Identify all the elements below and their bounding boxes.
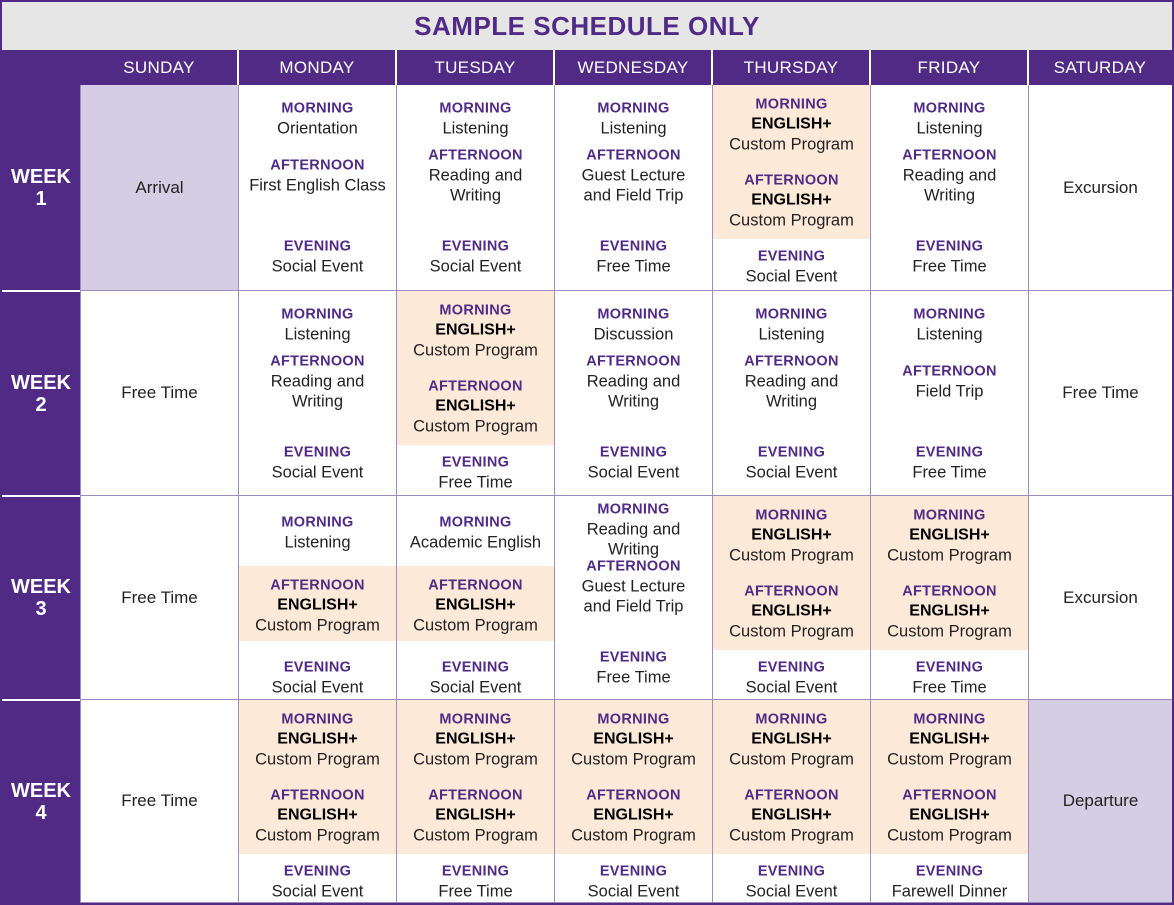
time-label: EVENING xyxy=(441,454,510,471)
time-block-morning xyxy=(555,306,712,345)
activity-text: Custom Program xyxy=(887,826,1012,845)
activity-text: Listening xyxy=(284,533,351,552)
activity-text: Custom Program xyxy=(413,341,538,360)
time-label: MORNING xyxy=(755,96,828,113)
time-block-morning xyxy=(239,514,396,553)
time-block-evening xyxy=(713,659,870,698)
schedule-cell xyxy=(870,496,1028,700)
activity-text: Custom Program xyxy=(729,135,854,154)
activity-text: Social Event xyxy=(745,463,838,482)
title-bar xyxy=(2,2,1172,50)
day-header-friday: FRIDAY xyxy=(917,57,981,77)
week-label-line: 2 xyxy=(35,393,47,416)
time-label: MORNING xyxy=(597,306,670,323)
program-tag: ENGLISH+ xyxy=(277,806,358,824)
week-label-line: 4 xyxy=(35,801,47,824)
time-label: MORNING xyxy=(755,306,828,323)
time-block-afternoon xyxy=(239,157,396,196)
program-tag: ENGLISH+ xyxy=(593,806,674,824)
schedule-cell xyxy=(1028,496,1172,700)
time-block-morning xyxy=(713,96,870,155)
time-label: MORNING xyxy=(755,507,828,524)
time-label: MORNING xyxy=(913,507,986,524)
time-block-evening xyxy=(713,248,870,287)
schedule-cell xyxy=(396,700,554,903)
time-label: MORNING xyxy=(597,501,670,518)
time-block-morning xyxy=(239,100,396,139)
schedule-cell xyxy=(238,700,396,903)
schedule-cell xyxy=(870,700,1028,903)
activity-text: Custom Program xyxy=(255,616,380,635)
activity-text: Academic English xyxy=(409,533,542,552)
cell-activity: Departure xyxy=(1062,791,1139,810)
time-block-morning xyxy=(713,711,870,770)
program-tag: ENGLISH+ xyxy=(277,596,358,614)
schedule-cell xyxy=(238,291,396,496)
program-tag: ENGLISH+ xyxy=(751,115,832,133)
schedule-cell xyxy=(712,291,870,496)
time-block-afternoon xyxy=(239,787,396,846)
activity-text: Social Event xyxy=(271,463,364,482)
activity-text: Custom Program xyxy=(571,826,696,845)
day-header-saturday: SATURDAY xyxy=(1053,57,1147,77)
week-label-line: WEEK xyxy=(11,576,71,598)
activity-text: Social Event xyxy=(587,882,680,901)
time-label: EVENING xyxy=(441,238,510,255)
activity-text: Custom Program xyxy=(255,750,380,769)
program-tag: ENGLISH+ xyxy=(909,602,990,620)
time-label: MORNING xyxy=(913,711,986,728)
program-tag: ENGLISH+ xyxy=(751,730,832,748)
time-block-evening xyxy=(397,659,554,698)
activity-text: Discussion xyxy=(593,325,674,344)
time-block-afternoon xyxy=(397,787,554,846)
time-label: MORNING xyxy=(281,514,354,531)
time-label: EVENING xyxy=(441,659,510,676)
schedule-cell xyxy=(80,496,238,700)
time-label: AFTERNOON xyxy=(270,157,365,174)
activity-text: Listening xyxy=(758,325,825,344)
cell-activity: Free Time xyxy=(121,587,198,607)
activity-text: Social Event xyxy=(745,882,838,901)
time-label: AFTERNOON xyxy=(428,378,523,395)
activity-text: Social Event xyxy=(271,882,364,901)
activity-text: Free Time xyxy=(912,463,987,482)
time-label: AFTERNOON xyxy=(270,577,365,594)
time-block-afternoon xyxy=(239,577,396,636)
time-label: EVENING xyxy=(757,659,826,676)
schedule-cell xyxy=(712,496,870,700)
activity-text: First English Class xyxy=(249,176,386,195)
time-block-evening xyxy=(555,444,712,483)
activity-text: Listening xyxy=(284,325,351,344)
week-divider xyxy=(2,495,80,497)
activity-text: Social Event xyxy=(271,257,364,276)
schedule-cell xyxy=(1028,291,1172,496)
time-block-evening xyxy=(239,659,396,698)
schedule-cell xyxy=(1028,85,1172,291)
time-block-evening xyxy=(239,238,396,277)
time-block-evening xyxy=(713,444,870,483)
activity-text: Free Time xyxy=(596,668,671,687)
schedule-cell xyxy=(238,85,396,291)
activity-text: Field Trip xyxy=(915,382,984,401)
time-label: MORNING xyxy=(755,711,828,728)
time-label: AFTERNOON xyxy=(270,353,365,370)
time-block-morning xyxy=(713,507,870,566)
schedule-cell xyxy=(396,291,554,496)
schedule-cell xyxy=(238,496,396,700)
week-label-line: WEEK xyxy=(11,779,71,802)
time-label: AFTERNOON xyxy=(744,787,839,804)
time-label: AFTERNOON xyxy=(586,353,681,370)
activity-text: Writing xyxy=(449,186,502,205)
activity-text: Listening xyxy=(442,119,509,138)
activity-text: Listening xyxy=(916,119,983,138)
schedule-cell xyxy=(1028,700,1172,903)
time-label: EVENING xyxy=(599,444,668,461)
time-label: MORNING xyxy=(439,711,512,728)
activity-text: Reading and xyxy=(744,372,839,391)
activity-text: Free Time xyxy=(438,882,513,901)
activity-text: Custom Program xyxy=(413,616,538,635)
program-tag: ENGLISH+ xyxy=(277,730,358,748)
program-tag: ENGLISH+ xyxy=(435,596,516,614)
program-tag: ENGLISH+ xyxy=(435,321,516,339)
schedule-cell xyxy=(554,496,712,700)
time-label: AFTERNOON xyxy=(744,172,839,189)
activity-text: Guest Lecture xyxy=(581,577,686,596)
time-label: EVENING xyxy=(915,863,984,880)
activity-text: Writing xyxy=(607,392,660,411)
program-tag: ENGLISH+ xyxy=(909,730,990,748)
time-label: AFTERNOON xyxy=(902,147,997,164)
time-block-evening xyxy=(555,863,712,902)
time-label: AFTERNOON xyxy=(902,787,997,804)
activity-text: Custom Program xyxy=(729,211,854,230)
schedule-cell xyxy=(80,85,238,291)
time-block-evening xyxy=(713,863,870,902)
activity-text: Farewell Dinner xyxy=(891,882,1008,901)
schedule-cell xyxy=(870,291,1028,496)
time-block-morning xyxy=(555,501,712,560)
time-block-evening xyxy=(871,863,1028,902)
week-label xyxy=(2,85,80,291)
time-label: AFTERNOON xyxy=(428,147,523,164)
cell-activity: Free Time xyxy=(121,791,198,810)
activity-text: Orientation xyxy=(277,119,358,138)
program-tag: ENGLISH+ xyxy=(593,730,674,748)
program-tag: ENGLISH+ xyxy=(435,397,516,415)
activity-text: Custom Program xyxy=(729,750,854,769)
time-label: EVENING xyxy=(599,238,668,255)
time-label: MORNING xyxy=(439,302,512,319)
time-label: MORNING xyxy=(439,514,512,531)
time-block-afternoon xyxy=(713,787,870,846)
week-label-line: 1 xyxy=(35,188,47,210)
activity-text: and Field Trip xyxy=(583,597,684,616)
time-block-evening xyxy=(871,238,1028,277)
schedule-cell xyxy=(396,85,554,291)
time-block-afternoon xyxy=(871,787,1028,846)
time-block-afternoon xyxy=(397,378,554,437)
time-label: AFTERNOON xyxy=(586,147,681,164)
activity-text: Social Event xyxy=(587,463,680,482)
week-label xyxy=(2,700,80,903)
time-label: EVENING xyxy=(283,238,352,255)
time-block-morning xyxy=(397,514,554,553)
activity-text: Free Time xyxy=(912,678,987,697)
time-label: AFTERNOON xyxy=(744,583,839,600)
activity-text: Social Event xyxy=(429,257,522,276)
activity-text: Free Time xyxy=(438,473,513,492)
activity-text: Listening xyxy=(600,119,667,138)
time-label: EVENING xyxy=(283,444,352,461)
day-header-tuesday: TUESDAY xyxy=(434,57,516,77)
cell-activity: Excursion xyxy=(1063,587,1138,607)
time-block-evening xyxy=(239,444,396,483)
activity-text: Custom Program xyxy=(729,826,854,845)
time-label: EVENING xyxy=(441,863,510,880)
schedule-cell xyxy=(80,291,238,496)
time-label: EVENING xyxy=(283,863,352,880)
time-block-morning xyxy=(397,711,554,770)
program-tag: ENGLISH+ xyxy=(751,191,832,209)
time-block-morning xyxy=(871,100,1028,139)
activity-text: Social Event xyxy=(745,267,838,286)
activity-text: Custom Program xyxy=(887,546,1012,565)
week-divider xyxy=(2,290,80,292)
program-tag: ENGLISH+ xyxy=(435,806,516,824)
time-label: MORNING xyxy=(281,306,354,323)
activity-text: Custom Program xyxy=(729,546,854,565)
week-label-line: WEEK xyxy=(11,166,71,188)
schedule-cell xyxy=(554,291,712,496)
time-block-afternoon xyxy=(397,147,554,206)
cell-activity: Arrival xyxy=(135,177,184,197)
time-label: EVENING xyxy=(283,659,352,676)
schedule-title: SAMPLE SCHEDULE ONLY xyxy=(414,10,760,41)
time-block-morning xyxy=(871,507,1028,566)
header-divider xyxy=(553,50,555,85)
time-label: AFTERNOON xyxy=(428,577,523,594)
header-divider xyxy=(1027,50,1029,85)
cell-activity: Free Time xyxy=(1062,383,1139,402)
time-label: EVENING xyxy=(757,444,826,461)
time-block-evening xyxy=(397,454,554,493)
time-block-morning xyxy=(397,302,554,361)
cell-activity: Free Time xyxy=(121,383,198,402)
time-block-afternoon xyxy=(555,558,712,617)
activity-text: Writing xyxy=(607,540,660,559)
time-block-evening xyxy=(555,649,712,688)
week-label xyxy=(2,496,80,700)
time-label: MORNING xyxy=(597,711,670,728)
activity-text: Custom Program xyxy=(887,622,1012,641)
activity-text: Reading and xyxy=(428,166,523,185)
schedule-cell xyxy=(396,496,554,700)
schedule-cell xyxy=(870,85,1028,291)
time-block-morning xyxy=(871,711,1028,770)
activity-text: and Field Trip xyxy=(583,186,684,205)
week-label-line: WEEK xyxy=(11,371,71,394)
activity-text: Writing xyxy=(291,392,344,411)
time-label: EVENING xyxy=(599,649,668,666)
time-label: EVENING xyxy=(757,248,826,265)
activity-text: Custom Program xyxy=(887,750,1012,769)
time-block-afternoon xyxy=(713,353,870,412)
time-label: EVENING xyxy=(915,444,984,461)
activity-text: Custom Program xyxy=(413,750,538,769)
time-block-afternoon xyxy=(871,147,1028,206)
activity-text: Custom Program xyxy=(413,417,538,436)
time-label: EVENING xyxy=(599,863,668,880)
time-label: AFTERNOON xyxy=(586,558,681,575)
time-block-morning xyxy=(397,100,554,139)
header-divider xyxy=(869,50,871,85)
time-label: MORNING xyxy=(281,100,354,117)
activity-text: Listening xyxy=(916,325,983,344)
activity-text: Free Time xyxy=(912,257,987,276)
time-block-evening xyxy=(397,238,554,277)
time-label: EVENING xyxy=(915,659,984,676)
day-header-monday: MONDAY xyxy=(279,57,355,77)
program-tag: ENGLISH+ xyxy=(751,602,832,620)
time-label: EVENING xyxy=(915,238,984,255)
time-block-morning xyxy=(555,711,712,770)
time-label: AFTERNOON xyxy=(902,363,997,380)
header-divider xyxy=(711,50,713,85)
schedule-cell xyxy=(554,700,712,903)
schedule-cell xyxy=(712,85,870,291)
activity-text: Custom Program xyxy=(413,826,538,845)
time-block-morning xyxy=(239,711,396,770)
cell-activity: Excursion xyxy=(1063,177,1138,197)
time-label: AFTERNOON xyxy=(902,583,997,600)
time-label: EVENING xyxy=(757,863,826,880)
time-block-afternoon xyxy=(397,577,554,636)
activity-text: Reading and xyxy=(586,372,681,391)
activity-text: Reading and xyxy=(586,520,681,539)
activity-text: Writing xyxy=(765,392,818,411)
activity-text: Social Event xyxy=(271,678,364,697)
time-block-evening xyxy=(397,863,554,902)
time-label: AFTERNOON xyxy=(744,353,839,370)
time-block-evening xyxy=(871,659,1028,698)
day-header-thursday: THURSDAY xyxy=(743,57,839,77)
day-header-wednesday: WEDNESDAY xyxy=(577,57,689,77)
time-label: MORNING xyxy=(281,711,354,728)
time-block-evening xyxy=(555,238,712,277)
time-block-morning xyxy=(239,306,396,345)
activity-text: Custom Program xyxy=(571,750,696,769)
schedule-cell xyxy=(80,700,238,903)
program-tag: ENGLISH+ xyxy=(751,526,832,544)
program-tag: ENGLISH+ xyxy=(909,526,990,544)
time-block-morning xyxy=(713,306,870,345)
header-divider xyxy=(237,50,239,85)
week-label-line: 3 xyxy=(35,598,47,620)
week-label xyxy=(2,291,80,496)
time-block-afternoon xyxy=(871,583,1028,642)
time-block-afternoon xyxy=(713,172,870,231)
time-block-afternoon xyxy=(871,363,1028,402)
time-label: MORNING xyxy=(913,306,986,323)
time-label: AFTERNOON xyxy=(586,787,681,804)
time-label: AFTERNOON xyxy=(270,787,365,804)
time-block-afternoon xyxy=(555,353,712,412)
activity-text: Guest Lecture xyxy=(581,166,686,185)
program-tag: ENGLISH+ xyxy=(909,806,990,824)
header-divider xyxy=(395,50,397,85)
activity-text: Reading and xyxy=(902,166,997,185)
schedule-cell xyxy=(712,700,870,903)
time-block-morning xyxy=(871,306,1028,345)
day-header-sunday: SUNDAY xyxy=(123,57,195,77)
activity-text: Free Time xyxy=(596,257,671,276)
time-block-morning xyxy=(555,100,712,139)
time-block-afternoon xyxy=(555,147,712,206)
time-block-afternoon xyxy=(239,353,396,412)
activity-text: Custom Program xyxy=(729,622,854,641)
activity-text: Custom Program xyxy=(255,826,380,845)
week-divider xyxy=(2,699,80,701)
time-block-evening xyxy=(239,863,396,902)
time-block-afternoon xyxy=(555,787,712,846)
time-label: MORNING xyxy=(597,100,670,117)
time-label: MORNING xyxy=(913,100,986,117)
time-label: MORNING xyxy=(439,100,512,117)
program-tag: ENGLISH+ xyxy=(435,730,516,748)
activity-text: Writing xyxy=(923,186,976,205)
schedule-cell xyxy=(554,85,712,291)
activity-text: Social Event xyxy=(745,678,838,697)
time-block-evening xyxy=(871,444,1028,483)
activity-text: Social Event xyxy=(429,678,522,697)
time-label: AFTERNOON xyxy=(428,787,523,804)
program-tag: ENGLISH+ xyxy=(751,806,832,824)
activity-text: Reading and xyxy=(270,372,365,391)
time-block-afternoon xyxy=(713,583,870,642)
